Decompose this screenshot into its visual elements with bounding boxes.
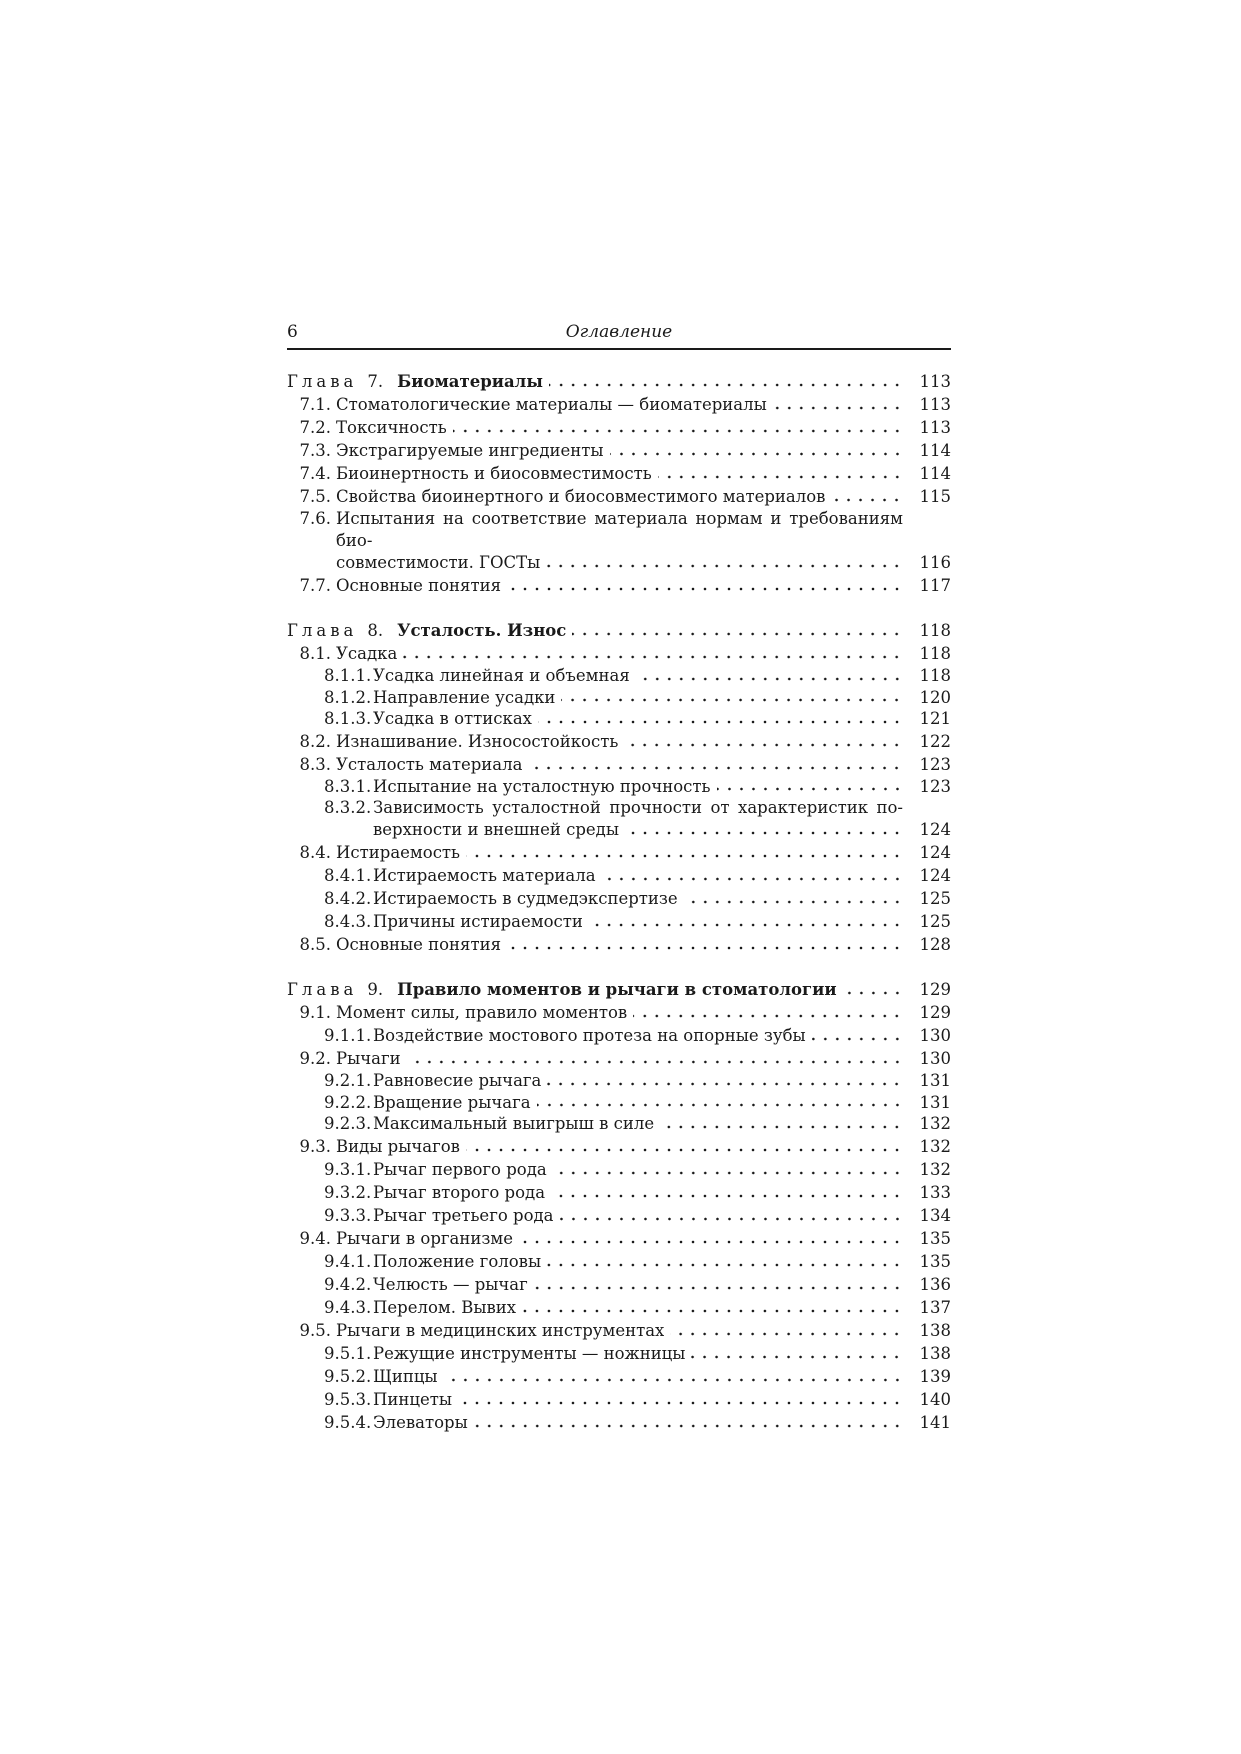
entry-number: 8.3.2.: [324, 798, 372, 817]
entry-number: 7.7.: [299, 576, 331, 595]
toc-subentry[interactable]: [287, 776, 951, 798]
entry-title-line2: совместимости. ГОСТы: [336, 553, 541, 572]
page-ref: 128: [919, 935, 951, 954]
dot-leader: [658, 474, 903, 480]
page-ref: 114: [919, 441, 951, 460]
entry-title: Токсичность: [336, 418, 447, 437]
toc-subentry[interactable]: [287, 1181, 951, 1204]
entry-number: 9.3.1.: [324, 1159, 372, 1179]
entry-number: 7.3.: [299, 441, 331, 460]
entry-number: 8.3.: [299, 754, 331, 774]
dot-leader: [717, 786, 903, 792]
toc-subentry[interactable]: [287, 1070, 951, 1092]
toc-subentry[interactable]: [287, 1388, 951, 1411]
entry-number: 9.4.3.: [324, 1297, 372, 1317]
entry-number: 9.3.: [299, 1136, 331, 1156]
chapter-title: Усталость. Износ: [397, 621, 567, 640]
entry-title: Рычаги в организме: [336, 1228, 513, 1248]
entry-number: 9.5.1.: [324, 1343, 372, 1363]
page-ref: 125: [919, 912, 951, 931]
entry-title: Свойства биоинертного и биосовместимого материалов: [336, 487, 826, 506]
entry-title: Усадка линейная и объемная: [373, 666, 630, 685]
entry-title: Истираемость: [336, 843, 461, 862]
page-ref: 129: [919, 980, 951, 999]
toc-entry[interactable]: [287, 393, 951, 416]
toc-subentry[interactable]: [287, 708, 951, 730]
entry-title: Истираемость в судмедэкспертизе: [373, 889, 678, 908]
entry-number: 9.2.1.: [324, 1071, 372, 1090]
page-ref: 113: [919, 372, 951, 391]
page-ref: 131: [919, 1092, 951, 1112]
entry-title-line1: Зависимость усталостной прочности от характеристик по-: [373, 798, 903, 817]
dot-leader: [444, 1377, 903, 1383]
entry-title: Усадка в оттисках: [373, 709, 532, 728]
dot-leader: [625, 830, 903, 836]
dot-leader: [670, 1331, 903, 1337]
page-ref: 141: [919, 1412, 951, 1432]
toc-entry[interactable]: [287, 416, 951, 439]
entry-title: Стоматологические материалы — биоматериалы: [336, 395, 767, 414]
page-ref: 122: [919, 731, 951, 751]
dot-leader: [534, 1285, 903, 1291]
entry-number: 8.1.2.: [324, 687, 372, 707]
entry-number: 9.2.2.: [324, 1092, 372, 1112]
entry-title: Рычаг третьего рода: [373, 1205, 554, 1225]
entry-number: 8.4.3.: [324, 912, 372, 931]
toc-subentry[interactable]: [287, 1024, 951, 1047]
dot-leader: [528, 765, 903, 771]
dot-leader: [773, 405, 903, 411]
entry-title: Вращение рычага: [373, 1092, 531, 1112]
entry-number: 9.3.3.: [324, 1205, 372, 1225]
entry-title: Усадка: [336, 644, 398, 663]
page-ref: 118: [919, 621, 951, 640]
dot-leader: [466, 1147, 903, 1153]
dot-leader: [812, 1036, 903, 1042]
toc-entry[interactable]: [287, 1047, 951, 1070]
dot-leader: [519, 1239, 903, 1245]
dot-leader: [572, 631, 903, 637]
page-ref: 139: [919, 1366, 951, 1386]
page-ref: 120: [919, 687, 951, 707]
dot-leader: [507, 945, 903, 951]
entry-number: 7.6.: [299, 509, 331, 528]
entry-title: Рычаг первого рода: [373, 1159, 547, 1179]
page-ref: 117: [919, 576, 951, 595]
toc-entry[interactable]: [287, 1227, 951, 1250]
dot-leader: [636, 676, 903, 682]
page-ref: 124: [919, 820, 951, 839]
page-ref: 134: [919, 1205, 951, 1225]
entry-number: 9.4.: [299, 1228, 331, 1248]
chapter-9: [287, 978, 951, 1434]
toc-subentry[interactable]: [287, 864, 951, 887]
entry-title: Основные понятия: [336, 576, 501, 595]
toc-subentry[interactable]: [287, 1158, 951, 1181]
toc-subentry[interactable]: [287, 1250, 951, 1273]
page-ref: 138: [919, 1343, 951, 1363]
toc-subentry[interactable]: [287, 1365, 951, 1388]
dot-leader: [561, 697, 903, 703]
toc-subentry[interactable]: [287, 797, 951, 841]
chapter-title: Правило моментов и рычаги в стоматологии: [397, 980, 837, 999]
entry-title: Равновесие рычага: [373, 1071, 542, 1090]
running-title: Оглавление: [565, 322, 673, 342]
entry-number: 9.5.2.: [324, 1366, 372, 1386]
entry-number: 9.5.4.: [324, 1412, 372, 1432]
chapter-8: [287, 619, 951, 956]
dot-leader: [831, 497, 903, 503]
entry-number: 8.4.1.: [324, 866, 372, 885]
page-ref: 130: [919, 1026, 951, 1045]
entry-number: 9.2.3.: [324, 1114, 372, 1133]
toc-subentry[interactable]: [287, 1204, 951, 1227]
entry-number: 8.3.1.: [324, 776, 372, 796]
table-of-contents: [287, 370, 951, 1456]
chapter-heading[interactable]: [287, 619, 951, 642]
page-ref: 133: [919, 1182, 951, 1202]
dot-leader: [403, 654, 903, 660]
dot-leader: [547, 1262, 903, 1268]
dot-leader: [551, 1193, 903, 1199]
dot-leader: [660, 1124, 903, 1130]
entry-title: Основные понятия: [336, 935, 501, 954]
page-header: [287, 322, 951, 350]
page-ref: 124: [919, 866, 951, 885]
toc-entry[interactable]: [287, 933, 951, 956]
page-ref: 118: [919, 666, 951, 685]
dot-leader: [507, 586, 903, 592]
entry-number: 7.4.: [299, 464, 331, 483]
chapter-number: 8.: [367, 621, 384, 640]
toc-entry[interactable]: [287, 1001, 951, 1024]
entry-number: 8.5.: [299, 935, 331, 954]
toc-entry[interactable]: [287, 753, 951, 776]
toc-subentry[interactable]: [287, 910, 951, 933]
entry-number: 9.4.1.: [324, 1251, 372, 1271]
entry-title: Причины истираемости: [373, 912, 583, 931]
toc-subentry[interactable]: [287, 665, 951, 687]
toc-subentry[interactable]: [287, 1411, 951, 1434]
page-ref: 113: [919, 395, 951, 414]
toc-subentry[interactable]: [287, 1342, 951, 1365]
page-ref: 135: [919, 1251, 951, 1271]
dot-leader: [547, 1081, 903, 1087]
entry-number: 8.1.: [299, 644, 331, 663]
page-ref: 129: [919, 1003, 951, 1022]
dot-leader: [589, 922, 903, 928]
entry-title: Челюсть — рычаг: [373, 1274, 528, 1294]
entry-number: 8.4.2.: [324, 889, 372, 908]
entry-title: Элеваторы: [373, 1412, 468, 1432]
dot-leader: [610, 451, 903, 457]
entry-number: 9.1.: [299, 1003, 331, 1022]
chapter-title: Биоматериалы: [397, 372, 543, 391]
dot-leader: [553, 1170, 903, 1176]
entry-title: Усталость материала: [336, 754, 523, 774]
chapter-heading[interactable]: [287, 978, 951, 1001]
chapter-label: Глава: [287, 980, 358, 999]
entry-number: 7.1.: [299, 395, 331, 414]
dot-leader: [466, 853, 903, 859]
entry-number: 9.5.3.: [324, 1389, 372, 1409]
page-ref: 123: [919, 776, 951, 796]
dot-leader: [549, 382, 903, 388]
page-ref: 131: [919, 1071, 951, 1090]
toc-subentry[interactable]: [287, 1113, 951, 1135]
entry-number: 8.1.3.: [324, 709, 372, 728]
entry-title: Рычаг второго рода: [373, 1182, 546, 1202]
entry-title: Испытание на усталостную прочность: [373, 776, 711, 796]
toc-entry[interactable]: [287, 462, 951, 485]
dot-leader: [474, 1423, 903, 1429]
page-ref: 140: [919, 1389, 951, 1409]
entry-title: Экстрагируемые ингредиенты: [336, 441, 604, 460]
toc-subentry[interactable]: [287, 1273, 951, 1296]
entry-title: Направление усадки: [373, 687, 556, 707]
entry-title: Максимальный выигрыш в силе: [373, 1114, 655, 1133]
chapter-label: Глава: [287, 621, 358, 640]
entry-title: Положение головы: [373, 1251, 542, 1271]
page-ref: 118: [919, 644, 951, 663]
entry-title: Истираемость материала: [373, 866, 596, 885]
entry-title: Биоинертность и биосовместимость: [336, 464, 652, 483]
page-ref: 124: [919, 843, 951, 862]
entry-number: 7.2.: [299, 418, 331, 437]
toc-entry[interactable]: [287, 730, 951, 753]
dot-leader: [538, 719, 903, 725]
entry-title: Режущие инструменты — ножницы: [373, 1343, 686, 1363]
dot-leader: [624, 742, 903, 748]
entry-title: Перелом. Вывих: [373, 1297, 517, 1317]
page-ref: 137: [919, 1297, 951, 1317]
entry-number: 8.1.1.: [324, 666, 372, 685]
page-ref: 123: [919, 754, 951, 774]
toc-entry[interactable]: [287, 841, 951, 864]
page-ref: 116: [919, 553, 951, 572]
dot-leader: [407, 1059, 903, 1065]
entry-number: 8.2.: [299, 731, 331, 751]
dot-leader: [691, 1354, 903, 1360]
entry-title: Щипцы: [373, 1366, 438, 1386]
toc-entry[interactable]: [287, 574, 951, 597]
dot-leader: [684, 899, 903, 905]
page-ref: 132: [919, 1159, 951, 1179]
entry-title: Рычаги в медицинских инструментах: [336, 1320, 665, 1340]
entry-number: 9.5.: [299, 1320, 331, 1340]
page-ref: 136: [919, 1274, 951, 1294]
chapter-7: [287, 370, 951, 597]
entry-title: Рычаги: [336, 1049, 401, 1068]
page-ref: 135: [919, 1228, 951, 1248]
toc-subentry[interactable]: [287, 1296, 951, 1319]
page-ref: 125: [919, 889, 951, 908]
page-ref: 132: [919, 1136, 951, 1156]
page-ref: 114: [919, 464, 951, 483]
entry-number: 9.4.2.: [324, 1274, 372, 1294]
entry-number: 9.1.1.: [324, 1026, 372, 1045]
entry-title: Изнашивание. Износостойкость: [336, 731, 619, 751]
dot-leader: [537, 1102, 903, 1108]
dot-leader: [602, 876, 903, 882]
entry-title-line1: Испытания на соответствие материала нормам и требованиям био-: [336, 509, 903, 550]
dot-leader: [458, 1400, 903, 1406]
toc-subentry[interactable]: [287, 1092, 951, 1114]
toc-subentry[interactable]: [287, 687, 951, 709]
toc-entry[interactable]: [287, 1319, 951, 1342]
entry-title-line2: верхности и внешней среды: [373, 820, 619, 839]
toc-subentry[interactable]: [287, 887, 951, 910]
dot-leader: [546, 563, 903, 569]
page-ref: 138: [919, 1320, 951, 1340]
dot-leader: [843, 990, 903, 996]
entry-title: Момент силы, правило моментов: [336, 1003, 628, 1022]
toc-entry[interactable]: [287, 1135, 951, 1158]
page-ref: 121: [919, 709, 951, 728]
page-ref: 130: [919, 1049, 951, 1068]
dot-leader: [633, 1013, 903, 1019]
entry-number: 7.5.: [299, 487, 331, 506]
toc-entry[interactable]: [287, 508, 951, 574]
page-ref: 115: [919, 487, 951, 506]
dot-leader: [560, 1216, 903, 1222]
entry-number: 9.2.: [299, 1049, 331, 1068]
entry-title: Воздействие мостового протеза на опорные зубы: [373, 1026, 806, 1045]
page-ref: 113: [919, 418, 951, 437]
toc-entry[interactable]: [287, 485, 951, 508]
entry-title: Пинцеты: [373, 1389, 453, 1409]
chapter-label: Глава: [287, 372, 358, 391]
page-ref: 132: [919, 1114, 951, 1133]
page-number: 6: [287, 322, 298, 342]
entry-number: 8.4.: [299, 843, 331, 862]
dot-leader: [453, 428, 903, 434]
entry-number: 9.3.2.: [324, 1182, 372, 1202]
chapter-number: 7.: [367, 372, 384, 391]
dot-leader: [522, 1308, 903, 1314]
entry-title: Виды рычагов: [336, 1136, 460, 1156]
toc-entry[interactable]: [287, 642, 951, 665]
chapter-heading[interactable]: [287, 370, 951, 393]
toc-entry[interactable]: [287, 439, 951, 462]
chapter-number: 9.: [367, 980, 384, 999]
